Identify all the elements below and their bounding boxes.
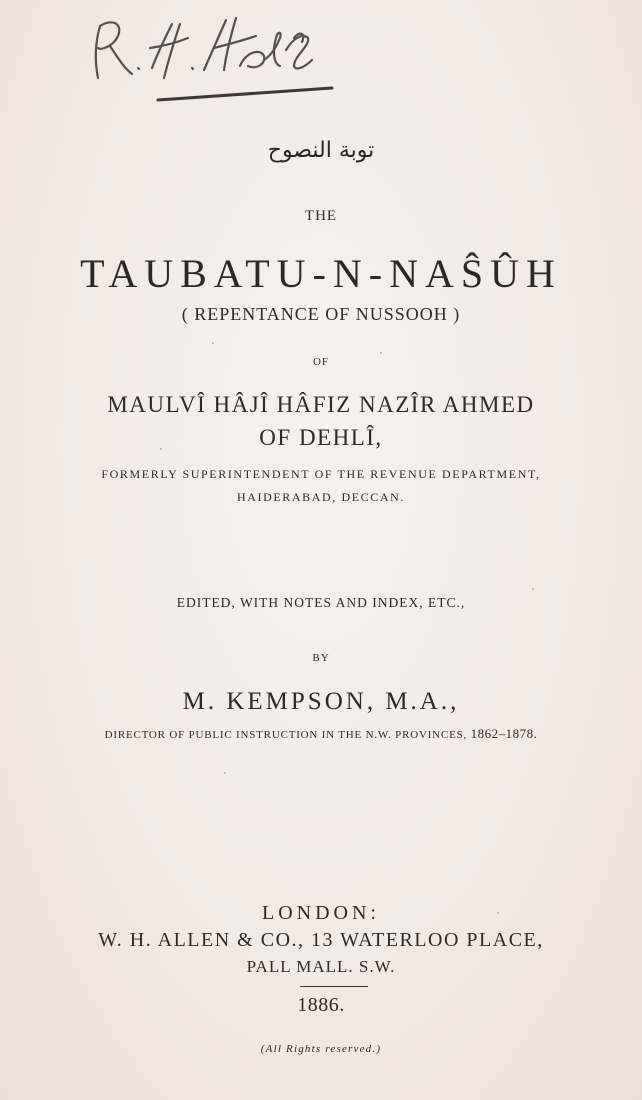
author-name: MAULVÎ HÂJÎ HÂFIZ NAZÎR AHMED bbox=[107, 392, 535, 417]
year-rule bbox=[300, 986, 368, 987]
editor-role: DIRECTOR OF PUBLIC INSTRUCTION IN THE N.W. PROVINCES, bbox=[104, 729, 468, 741]
by-label: BY bbox=[312, 652, 330, 664]
author-role: FORMERLY SUPERINTENDENT OF THE REVENUE DEPARTMENT, bbox=[101, 467, 541, 481]
rights-notice: (All Rights reserved.) bbox=[260, 1043, 382, 1055]
paper-speck bbox=[532, 588, 534, 590]
author-origin: OF DEHLÎ, bbox=[259, 425, 383, 450]
the-label: THE bbox=[304, 208, 338, 224]
imprint-publisher: W. H. ALLEN & CO., 13 WATERLOO PLACE, bbox=[98, 929, 544, 951]
imprint-city: LONDON: bbox=[262, 902, 380, 924]
author-place: HAIDERABAD, DECCAN. bbox=[236, 490, 406, 504]
publication-year: 1886. bbox=[297, 994, 345, 1016]
of-label: OF bbox=[312, 356, 330, 368]
handwritten-signature bbox=[80, 8, 360, 108]
paper-speck bbox=[497, 912, 499, 914]
book-subtitle: ( REPENTANCE OF NUSSOOH ) bbox=[181, 304, 461, 324]
paper-speck bbox=[160, 448, 162, 450]
imprint-street: PALL MALL. S.W. bbox=[246, 957, 396, 976]
arabic-title: توبة النصوح bbox=[267, 138, 375, 163]
book-title: TAUBATU-N-NAŜÛH bbox=[80, 251, 562, 296]
editor-name: M. KEMPSON, M.A., bbox=[182, 688, 460, 715]
paper-speck bbox=[380, 352, 382, 354]
paper-speck bbox=[212, 342, 214, 344]
paper-speck bbox=[224, 772, 226, 774]
edited-line: EDITED, WITH NOTES AND INDEX, ETC., bbox=[176, 595, 466, 610]
editor-role-line bbox=[0, 726, 642, 742]
editor-years: 1862–1878. bbox=[470, 726, 538, 741]
